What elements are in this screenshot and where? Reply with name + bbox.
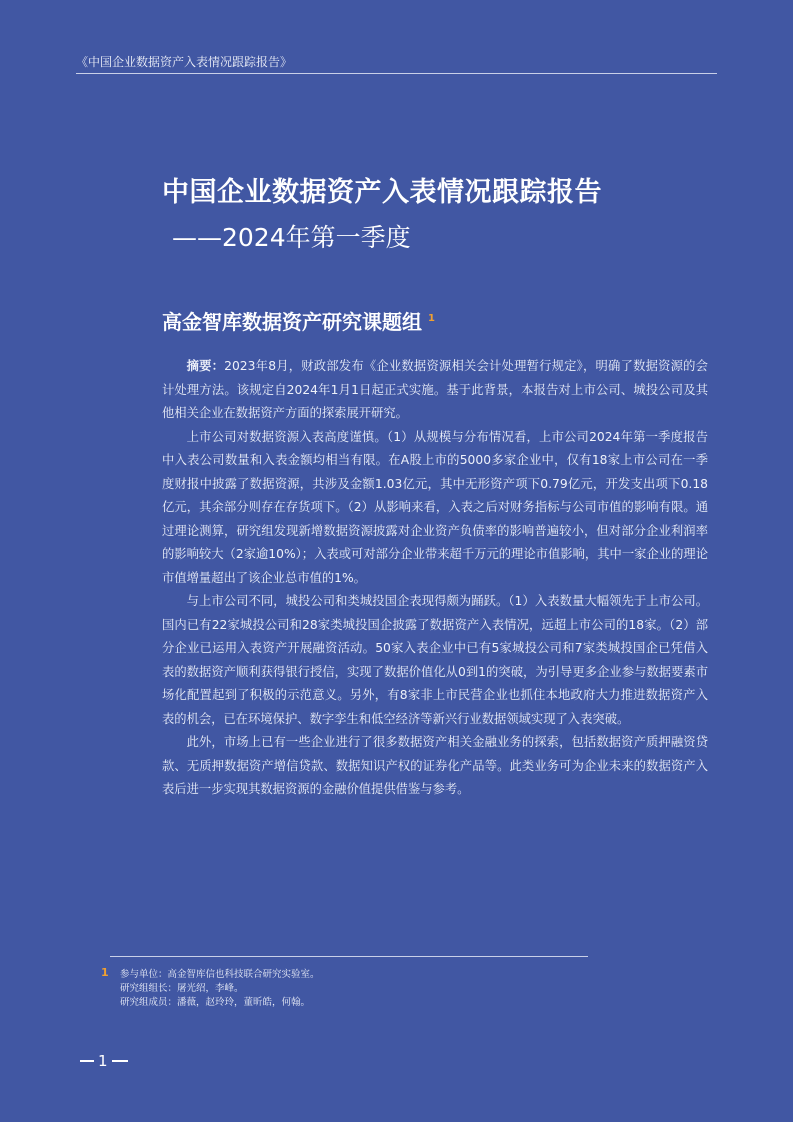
- header-divider: [76, 73, 717, 74]
- abstract-paragraph: [162, 355, 708, 426]
- running-header: 《中国企业数据资产入表情况跟踪报告》: [76, 55, 293, 69]
- footnote-marker: 1: [428, 313, 435, 324]
- report-title: 中国企业数据资产入表情况跟踪报告: [162, 177, 602, 208]
- page-number: [76, 1052, 132, 1070]
- footnote: [101, 968, 320, 1010]
- footnote-line: 参与单位：高金智库信也科技联合研究实验室。: [120, 969, 320, 980]
- report-subtitle: ——2024年第一季度: [172, 223, 411, 252]
- page-number-value: 1: [98, 1052, 108, 1070]
- footnote-line: 研究组成员：潘薇，赵玲玲，董昕皓，何翰。: [120, 997, 311, 1008]
- footnote-number: 1: [101, 966, 109, 979]
- page-dash-left: [80, 1060, 94, 1062]
- footnote-line: 研究组组长：屠光绍，李峰。: [120, 983, 244, 994]
- body-paragraph: 上市公司对数据资源入表高度谨慎。（1）从规模与分布情况看，上市公司2024年第一季度报告中入表公司数量和入表金额均相当有限。在A股上市的5000多家企业中，仅有18家上市公司在一季度财报中披露了数据资源，共涉及金额1.03亿元，其中无形资产项下0.79亿元，开发支出项下0.18亿元，其余部分则存在存货项下。（2）从影响来看，入表之后对财务指标与公司市值的影响有限。通过理论测算，研究组发现新增数据资源披露对企业资产负债率的影响普遍较小，但对部分企业利润率的影响较大（2家逾10%）；入表或可对部分企业带来超千万元的理论市值影响，其中一家企业的理论市值增量超出了该企业总市值的1%。: [162, 429, 708, 585]
- abstract-text: 2023年8月，财政部发布《企业数据资源相关会计处理暂行规定》，明确了数据资源的会计处理方法。该规定自2024年1月1日起正式实施。基于此背景，本报告对上市公司、城投公司及其他相关企业在数据资产方面的探索展开研究。: [162, 359, 708, 420]
- page-dash-right: [112, 1060, 128, 1062]
- body-paragraph: 此外，市场上已有一些企业进行了很多数据资产相关金融业务的探索，包括数据资产质押融资贷款、无质押数据资产增信贷款、数据知识产权的证券化产品等。此类业务可为企业未来的数据资产入表后进一步实现其数据资源的金融价值提供借鉴与参考。: [162, 735, 708, 796]
- research-group: [162, 306, 435, 335]
- body-paragraph: 与上市公司不同，城投公司和类城投国企表现得颇为踊跃。（1）入表数量大幅领先于上市公司。国内已有22家城投公司和28家类城投国企披露了数据资产入表情况，远超上市公司的18家。（2）部分企业已运用入表资产开展融资活动。50家入表企业中已有5家城投公司和7家类城投国企已凭借入表的数据资产顺利获得银行授信，实现了数据价值化从0到1的突破，为引导更多企业参与数据要素市场化配置起到了积极的示范意义。另外，有8家非上市民营企业也抓住本地政府大力推进数据资产入表的机会，已在环境保护、数字孪生和低空经济等新兴行业数据领域实现了入表突破。: [162, 594, 708, 726]
- abstract-label: 摘要：: [186, 359, 225, 373]
- report-body: [162, 355, 708, 802]
- footnote-divider: [110, 956, 588, 957]
- research-group-name: 高金智库数据资产研究课题组: [162, 310, 422, 334]
